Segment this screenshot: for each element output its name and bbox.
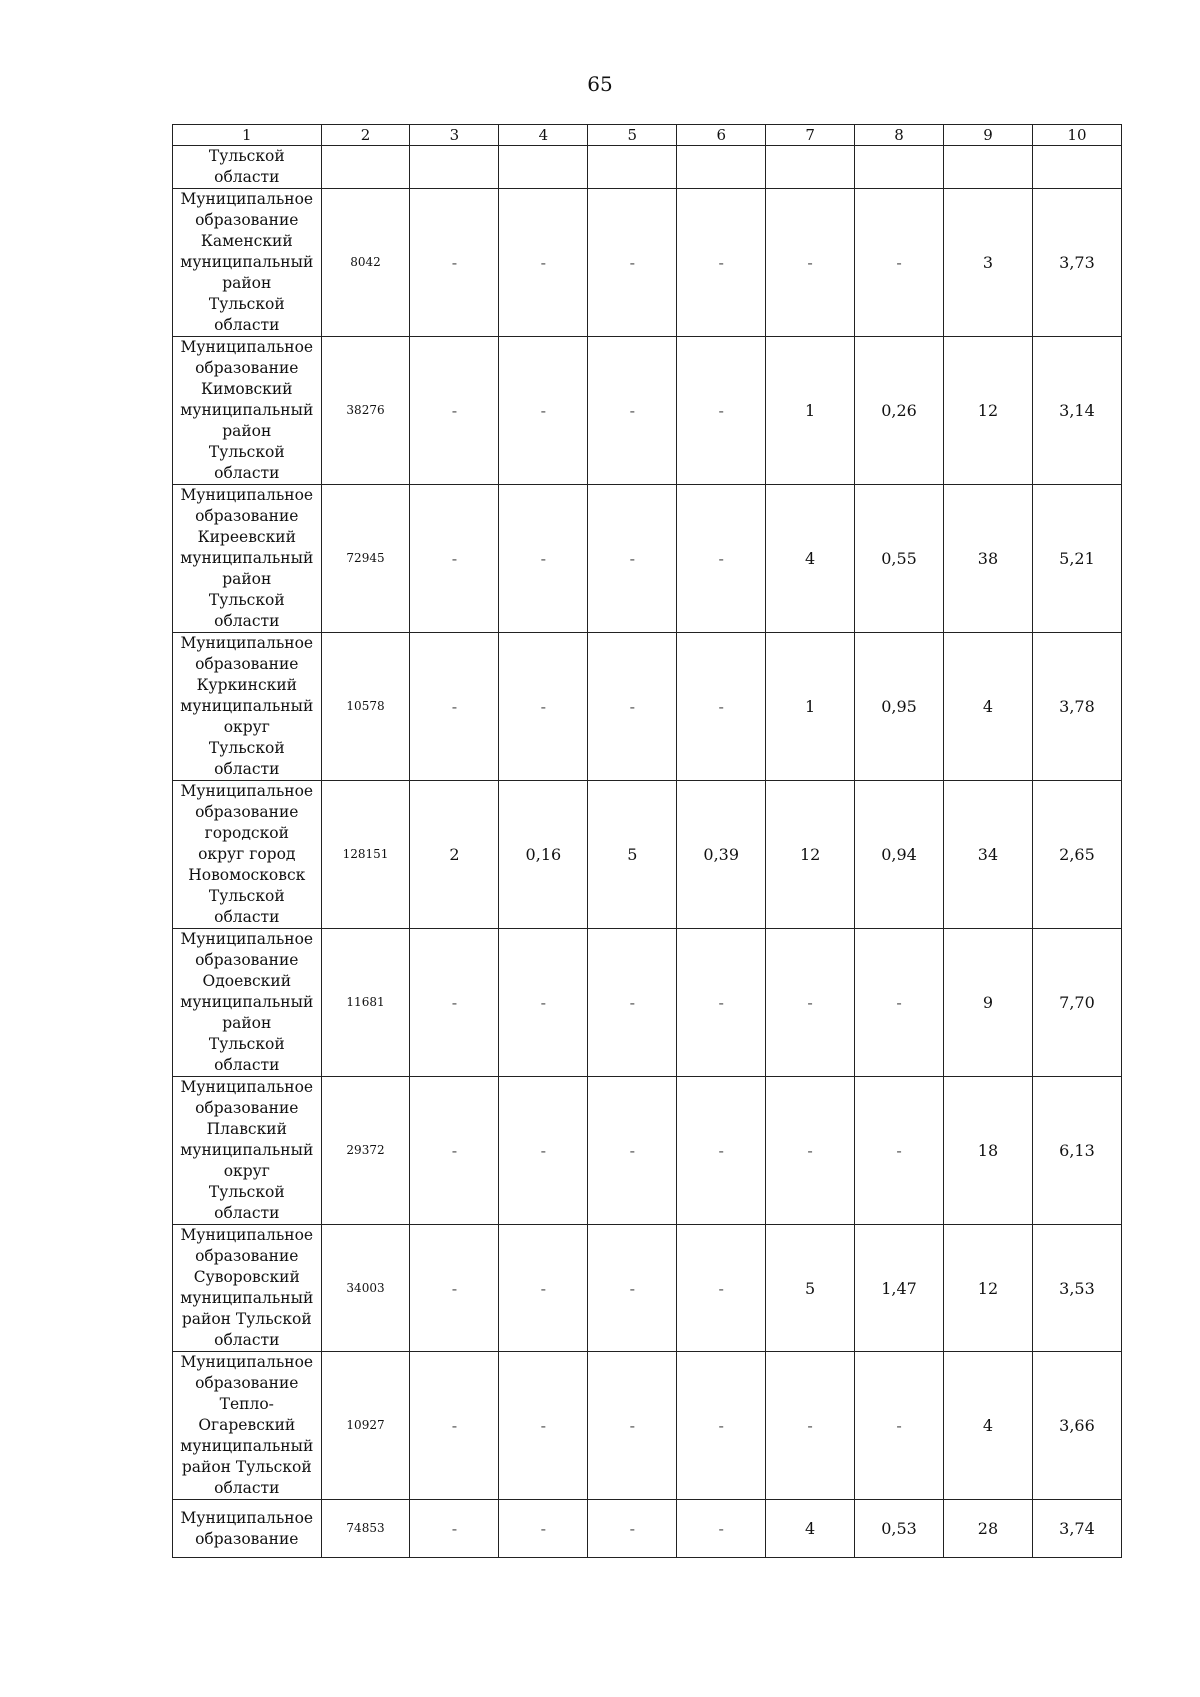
- value-cell: 3,78: [1032, 633, 1121, 781]
- data-table: [172, 124, 1122, 1558]
- value-cell: [766, 146, 855, 189]
- value-cell: -: [855, 1352, 944, 1500]
- value-cell: 0,26: [855, 337, 944, 485]
- value-cell: -: [499, 1077, 588, 1225]
- municipality-name-line: Муниципальное: [180, 338, 314, 356]
- value-cell: -: [766, 1352, 855, 1500]
- municipality-name-line: Тульской: [208, 887, 285, 905]
- value-cell: -: [855, 1077, 944, 1225]
- value-cell: -: [588, 189, 677, 337]
- municipality-name-line: Одоевский: [202, 972, 292, 990]
- value-cell: 28: [944, 1500, 1033, 1558]
- value-cell: -: [410, 1352, 499, 1500]
- value-cell: 18: [944, 1077, 1033, 1225]
- municipality-name-cell: [173, 146, 322, 189]
- municipality-name-line: муниципальный: [180, 697, 314, 715]
- municipality-name-line: области: [214, 464, 280, 482]
- municipality-name-line: район: [222, 422, 272, 440]
- value-cell: 4: [766, 485, 855, 633]
- municipality-name-cell: [173, 485, 322, 633]
- column-number-cell: 9: [944, 125, 1033, 146]
- municipality-name-line: области: [214, 760, 280, 778]
- value-cell: -: [410, 1225, 499, 1352]
- municipality-name-line: Муниципальное: [180, 1078, 314, 1096]
- value-cell: 0,53: [855, 1500, 944, 1558]
- value-cell: -: [588, 929, 677, 1077]
- municipality-name-line: образование: [195, 359, 299, 377]
- municipality-name-line: области: [214, 612, 280, 630]
- value-cell: 5: [588, 781, 677, 929]
- value-cell: -: [766, 189, 855, 337]
- municipality-name-line: образование: [195, 507, 299, 525]
- population-cell: 10578: [321, 633, 410, 781]
- value-cell: -: [499, 1225, 588, 1352]
- table-row: [173, 1500, 1122, 1558]
- value-cell: 4: [944, 633, 1033, 781]
- column-number-cell: 8: [855, 125, 944, 146]
- municipality-name-line: области: [214, 168, 280, 186]
- municipality-name-line: городской: [204, 824, 289, 842]
- value-cell: -: [410, 485, 499, 633]
- municipality-name-line: муниципальный: [180, 253, 314, 271]
- column-number-cell: 10: [1032, 125, 1121, 146]
- value-cell: 1: [766, 633, 855, 781]
- municipality-name-cell: [173, 929, 322, 1077]
- population-cell: 10927: [321, 1352, 410, 1500]
- municipality-name-cell: [173, 1225, 322, 1352]
- value-cell: -: [499, 337, 588, 485]
- table-row: [173, 189, 1122, 337]
- municipality-name-line: области: [214, 1331, 280, 1349]
- municipality-name-line: Тульской: [208, 295, 285, 313]
- column-number-cell: 7: [766, 125, 855, 146]
- value-cell: 7,70: [1032, 929, 1121, 1077]
- column-number-cell: 1: [173, 125, 322, 146]
- value-cell: 38: [944, 485, 1033, 633]
- population-cell: 38276: [321, 337, 410, 485]
- population-cell: 34003: [321, 1225, 410, 1352]
- municipality-name-line: муниципальный: [180, 1141, 314, 1159]
- value-cell: 1: [766, 337, 855, 485]
- value-cell: -: [410, 189, 499, 337]
- value-cell: 4: [766, 1500, 855, 1558]
- municipality-name-line: области: [214, 908, 280, 926]
- municipality-name-line: Муниципальное: [180, 486, 314, 504]
- value-cell: 9: [944, 929, 1033, 1077]
- value-cell: 0,16: [499, 781, 588, 929]
- column-number-cell: 2: [321, 125, 410, 146]
- value-cell: -: [499, 485, 588, 633]
- value-cell: -: [499, 189, 588, 337]
- municipality-name-line: Муниципальное: [180, 1508, 314, 1527]
- value-cell: -: [588, 1077, 677, 1225]
- value-cell: 12: [944, 337, 1033, 485]
- value-cell: -: [410, 633, 499, 781]
- value-cell: -: [499, 1352, 588, 1500]
- municipality-name-line: Тульской: [208, 1035, 285, 1053]
- table-row: [173, 146, 1122, 189]
- value-cell: 3,66: [1032, 1352, 1121, 1500]
- value-cell: -: [855, 189, 944, 337]
- municipality-name-line: Новомосковск: [188, 866, 306, 884]
- value-cell: 12: [944, 1225, 1033, 1352]
- municipality-name-line: образование: [195, 1374, 299, 1392]
- value-cell: -: [410, 1500, 499, 1558]
- table-row: [173, 781, 1122, 929]
- value-cell: -: [677, 1225, 766, 1352]
- value-cell: -: [677, 189, 766, 337]
- municipality-name-line: округ: [223, 718, 270, 736]
- value-cell: -: [677, 633, 766, 781]
- value-cell: [588, 146, 677, 189]
- value-cell: -: [588, 633, 677, 781]
- value-cell: -: [588, 1352, 677, 1500]
- value-cell: -: [410, 929, 499, 1077]
- municipality-name-line: Огаревский: [198, 1416, 296, 1434]
- column-number-cell: 6: [677, 125, 766, 146]
- value-cell: -: [588, 1500, 677, 1558]
- table-row: [173, 633, 1122, 781]
- municipality-name-line: район Тульской: [181, 1458, 312, 1476]
- value-cell: 5,21: [1032, 485, 1121, 633]
- value-cell: 12: [766, 781, 855, 929]
- municipality-name-line: Муниципальное: [180, 1353, 314, 1371]
- value-cell: 6,13: [1032, 1077, 1121, 1225]
- value-cell: -: [499, 633, 588, 781]
- value-cell: 4: [944, 1352, 1033, 1500]
- value-cell: 5: [766, 1225, 855, 1352]
- municipality-name-line: Тульской: [208, 443, 285, 461]
- municipality-name-line: муниципальный: [180, 549, 314, 567]
- value-cell: -: [499, 1500, 588, 1558]
- column-number-cell: 4: [499, 125, 588, 146]
- municipality-name-line: Суворовский: [193, 1268, 300, 1286]
- population-cell: 128151: [321, 781, 410, 929]
- municipality-name-cell: [173, 1500, 322, 1558]
- value-cell: 3,73: [1032, 189, 1121, 337]
- municipality-name-line: Плавский: [206, 1120, 287, 1138]
- municipality-name-line: Тульской: [208, 739, 285, 757]
- page-number: 65: [587, 72, 613, 96]
- table-row: [173, 337, 1122, 485]
- column-number-row: [173, 125, 1122, 146]
- municipality-name-line: области: [214, 316, 280, 334]
- column-number-cell: 5: [588, 125, 677, 146]
- value-cell: -: [677, 1352, 766, 1500]
- municipality-name-line: области: [214, 1479, 280, 1497]
- value-cell: 3,53: [1032, 1225, 1121, 1352]
- value-cell: 0,94: [855, 781, 944, 929]
- population-cell: 72945: [321, 485, 410, 633]
- value-cell: 3: [944, 189, 1033, 337]
- municipality-name-line: Тульской: [208, 1183, 285, 1201]
- municipality-name-line: район: [222, 1014, 272, 1032]
- municipality-name-line: Тепло-: [219, 1395, 274, 1413]
- value-cell: [944, 146, 1033, 189]
- value-cell: -: [677, 337, 766, 485]
- table-row: [173, 1352, 1122, 1500]
- municipality-name-cell: [173, 1352, 322, 1500]
- municipality-name-line: образование: [195, 655, 299, 673]
- municipality-name-line: Киреевский: [197, 528, 296, 546]
- column-number-cell: 3: [410, 125, 499, 146]
- municipality-name-line: Тульской: [208, 147, 285, 165]
- table-row: [173, 1225, 1122, 1352]
- value-cell: -: [499, 929, 588, 1077]
- value-cell: -: [588, 485, 677, 633]
- value-cell: -: [677, 485, 766, 633]
- municipality-name-line: образование: [195, 1529, 299, 1548]
- population-cell: 11681: [321, 929, 410, 1077]
- value-cell: 0,39: [677, 781, 766, 929]
- municipality-name-line: Муниципальное: [180, 782, 314, 800]
- municipality-name-line: муниципальный: [180, 993, 314, 1011]
- municipality-name-line: образование: [195, 1099, 299, 1117]
- value-cell: 0,95: [855, 633, 944, 781]
- municipality-name-line: Тульской: [208, 591, 285, 609]
- municipality-name-cell: [173, 337, 322, 485]
- value-cell: -: [677, 1500, 766, 1558]
- municipality-name-line: Муниципальное: [180, 930, 314, 948]
- municipality-name-line: округ: [223, 1162, 270, 1180]
- municipality-name-line: Муниципальное: [180, 1226, 314, 1244]
- municipality-name-line: образование: [195, 951, 299, 969]
- population-cell: 29372: [321, 1077, 410, 1225]
- value-cell: 2: [410, 781, 499, 929]
- value-cell: 0,55: [855, 485, 944, 633]
- value-cell: 2,65: [1032, 781, 1121, 929]
- value-cell: -: [855, 929, 944, 1077]
- municipality-name-cell: [173, 633, 322, 781]
- value-cell: -: [766, 1077, 855, 1225]
- municipality-name-line: Кимовский: [201, 380, 293, 398]
- value-cell: 34: [944, 781, 1033, 929]
- value-cell: 3,74: [1032, 1500, 1121, 1558]
- municipality-name-line: образование: [195, 803, 299, 821]
- municipality-name-line: округ город: [198, 845, 296, 863]
- municipality-name-line: муниципальный: [180, 1289, 314, 1307]
- value-cell: -: [410, 337, 499, 485]
- value-cell: -: [766, 929, 855, 1077]
- municipality-name-cell: [173, 1077, 322, 1225]
- municipality-name-cell: [173, 781, 322, 929]
- value-cell: 1,47: [855, 1225, 944, 1352]
- municipality-name-line: район: [222, 274, 272, 292]
- table-row: [173, 929, 1122, 1077]
- value-cell: -: [410, 1077, 499, 1225]
- value-cell: -: [588, 1225, 677, 1352]
- value-cell: -: [677, 929, 766, 1077]
- population-cell: 74853: [321, 1500, 410, 1558]
- municipality-name-line: образование: [195, 211, 299, 229]
- value-cell: [1032, 146, 1121, 189]
- value-cell: [410, 146, 499, 189]
- municipality-name-line: Муниципальное: [180, 634, 314, 652]
- municipality-name-line: области: [214, 1056, 280, 1074]
- municipality-name-line: Муниципальное: [180, 190, 314, 208]
- table-row: [173, 1077, 1122, 1225]
- population-cell: 8042: [321, 189, 410, 337]
- value-cell: [499, 146, 588, 189]
- municipality-name-line: район: [222, 570, 272, 588]
- population-cell: [321, 146, 410, 189]
- value-cell: -: [588, 337, 677, 485]
- municipality-name-cell: [173, 189, 322, 337]
- municipality-name-line: муниципальный: [180, 401, 314, 419]
- municipality-name-line: муниципальный: [180, 1437, 314, 1455]
- municipality-name-line: образование: [195, 1247, 299, 1265]
- municipality-name-line: Каменский: [200, 232, 293, 250]
- value-cell: -: [677, 1077, 766, 1225]
- municipality-name-line: Куркинский: [196, 676, 297, 694]
- municipality-name-line: области: [214, 1204, 280, 1222]
- value-cell: [677, 146, 766, 189]
- value-cell: [855, 146, 944, 189]
- municipality-name-line: район Тульской: [181, 1310, 312, 1328]
- value-cell: 3,14: [1032, 337, 1121, 485]
- table-row: [173, 485, 1122, 633]
